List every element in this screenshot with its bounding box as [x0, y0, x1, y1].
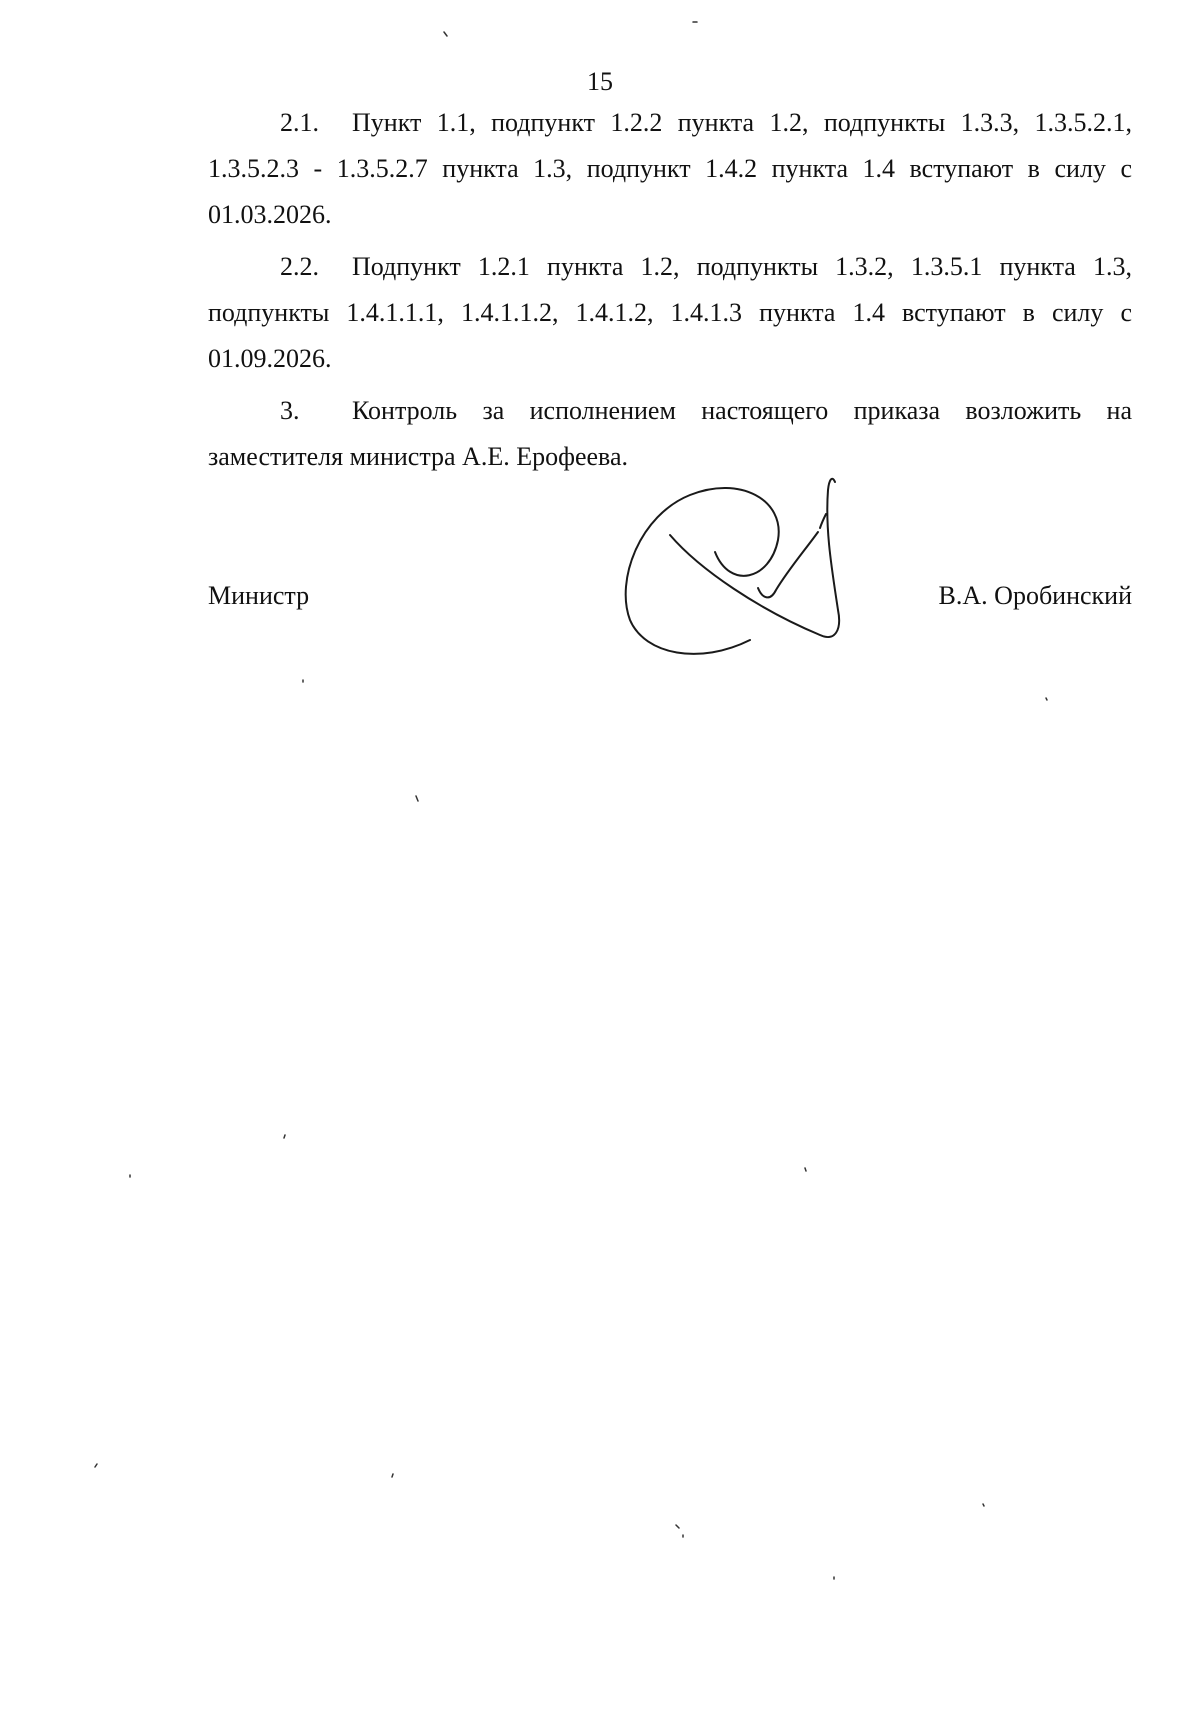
paragraph-number: 2.2. — [280, 252, 319, 281]
paragraph-text: Подпункт 1.2.1 пункта 1.2, подпункты 1.3.2, 1.3.5.1 пункта 1.3, подпункты 1.4.1.1.1, 1.4.1.1.2, 1.4.1.2, 1.4.1.3 пункта 1.4 вступают в силу с 01.09.2026. — [208, 252, 1132, 373]
paragraph-text: Пункт 1.1, подпункт 1.2.2 пункта 1.2, подпункты 1.3.3, 1.3.5.2.1, 1.3.5.2.3 - 1.3.5.2.7 пункта 1.3, подпункт 1.4.2 пункта 1.4 вступают в силу с 01.03.2026. — [208, 108, 1132, 229]
paragraph-2-2 — [208, 244, 1132, 382]
signatory-position: Министр — [208, 581, 310, 610]
signatory-name: В.А. Оробинский — [938, 581, 1132, 610]
paragraph-number: 2.1. — [280, 108, 319, 137]
page-number: 15 — [587, 67, 613, 96]
paragraph-number: 3. — [280, 396, 300, 425]
paragraph-3 — [208, 388, 1132, 480]
handwritten-signature — [620, 470, 900, 670]
paragraph-text: Контроль за исполнением настоящего приказа возложить на заместителя министра А.Е. Ерофеева. — [208, 396, 1132, 471]
paragraph-2-1 — [208, 100, 1132, 238]
